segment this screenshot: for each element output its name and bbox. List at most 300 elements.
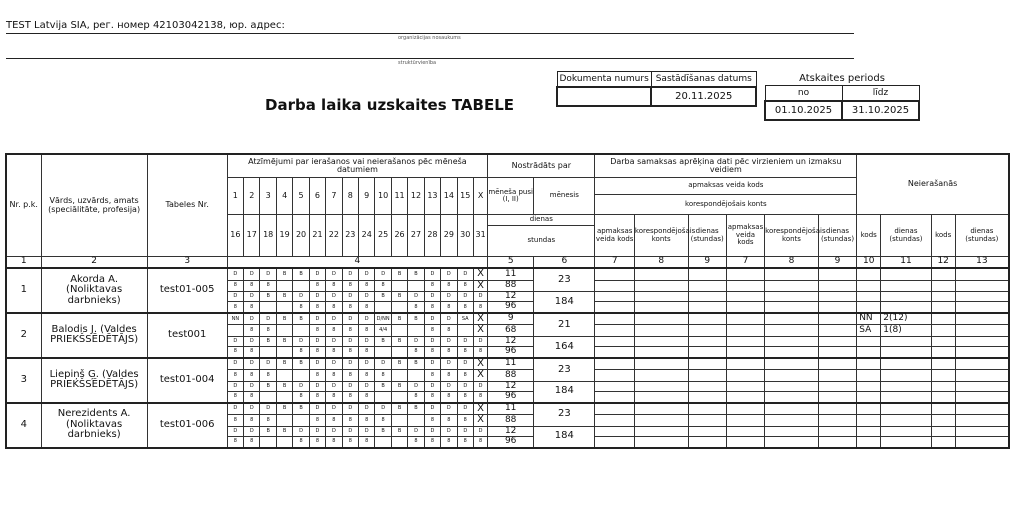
day-mark: 8 [326, 347, 342, 358]
day-mark: 8 [227, 370, 243, 382]
day-mark [408, 370, 424, 382]
absence-days-2 [955, 280, 1009, 292]
absence-days [881, 302, 931, 313]
absence-code [857, 292, 881, 302]
day-mark: 8 [375, 415, 391, 427]
header-abs-sub: kods [931, 215, 955, 257]
pay-cell [726, 325, 764, 337]
day-mark: 8 [293, 392, 309, 403]
day-mark: D [424, 381, 440, 391]
absence-code-2 [931, 313, 955, 325]
day-mark: D [441, 268, 457, 280]
absence-code-2 [931, 347, 955, 358]
doc-date-value[interactable]: 20.11.2025 [651, 87, 756, 106]
col-num: 3 [147, 257, 227, 269]
employee-name: Balodis J. (Valdes PRIEKŠSĒDĒTĀJS) [41, 313, 147, 358]
day-mark: 8 [441, 280, 457, 292]
day-mark: 8 [260, 370, 276, 382]
day-mark: 8 [359, 280, 375, 292]
col-num: 10 [857, 257, 881, 269]
header-pay-sub: apmaksas veida kods [726, 215, 764, 257]
day-mark: B [293, 313, 309, 325]
employee-tabnr: test01-005 [147, 268, 227, 313]
day-mark: 8 [457, 302, 473, 313]
pay-cell [634, 358, 688, 370]
day-mark: 8 [342, 437, 358, 448]
day-mark: D [227, 403, 243, 415]
period-to-value[interactable]: 31.10.2025 [842, 101, 919, 120]
day-mark: D [342, 403, 358, 415]
day-mark: D [441, 313, 457, 325]
organization-line [6, 33, 854, 34]
day-mark: 8 [244, 347, 260, 358]
day-mark [391, 370, 407, 382]
day-mark: 8 [342, 415, 358, 427]
day-mark: D [326, 292, 342, 302]
pay-cell [595, 415, 634, 427]
pay-cell [634, 292, 688, 302]
day-mark: 8 [457, 437, 473, 448]
pay-cell [688, 325, 726, 337]
day-mark: 8 [326, 325, 342, 337]
day-mark: D [457, 381, 473, 391]
pay-cell [765, 381, 819, 391]
absence-code [857, 437, 881, 448]
header-day: 6 [309, 178, 325, 215]
absence-days-2 [955, 325, 1009, 337]
day-mark: 8 [408, 302, 424, 313]
day-mark: D [326, 381, 342, 391]
absence-code-2 [931, 392, 955, 403]
header-pay-code: apmaksas veida kods [595, 178, 857, 195]
day-mark: D [326, 426, 342, 436]
day-mark: 8 [309, 325, 325, 337]
day-mark: D [309, 313, 325, 325]
absence-code [857, 392, 881, 403]
day-mark: 8 [244, 415, 260, 427]
day-mark: D [359, 358, 375, 370]
pay-cell [765, 370, 819, 382]
day-mark: 8 [359, 415, 375, 427]
header-corr: korespondējošais konts [595, 194, 857, 214]
day-mark: B [375, 336, 391, 346]
header-name: Vārds, uzvārds, amats (speciālitāte, profesija) [41, 154, 147, 257]
pay-cell [818, 280, 856, 292]
pay-cell [634, 370, 688, 382]
day-mark: 8 [441, 347, 457, 358]
day-mark: 8 [424, 302, 440, 313]
absence-code-2 [931, 381, 955, 391]
doc-number-label: Dokumenta numurs [557, 72, 651, 88]
day-mark: 8 [441, 370, 457, 382]
day-mark: D [342, 292, 358, 302]
day-mark: 8 [260, 415, 276, 427]
absence-days-2 [955, 370, 1009, 382]
day-mark: 8 [457, 370, 473, 382]
day-mark: 8 [309, 437, 325, 448]
day-mark: 8 [326, 392, 342, 403]
day-mark [260, 302, 276, 313]
pay-cell [688, 403, 726, 415]
day-mark: D [441, 426, 457, 436]
day-mark: D [293, 426, 309, 436]
day-mark: D [375, 403, 391, 415]
day-mark: D [424, 292, 440, 302]
pay-cell [634, 336, 688, 346]
absence-days [881, 358, 931, 370]
half1-days: 9 [488, 313, 534, 325]
col-num: 9 [818, 257, 856, 269]
day-mark: D [441, 403, 457, 415]
day-mark: D [473, 292, 487, 302]
day-mark: 8 [424, 415, 440, 427]
col-num: 13 [955, 257, 1009, 269]
pay-cell [595, 392, 634, 403]
day-mark: D [342, 268, 358, 280]
day-mark: D [473, 381, 487, 391]
pay-cell [688, 302, 726, 313]
col-num: 11 [881, 257, 931, 269]
header-pay-sub: korespondējošais konts [765, 215, 819, 257]
absence-code-2 [931, 437, 955, 448]
day-mark: D [309, 336, 325, 346]
pay-cell [634, 302, 688, 313]
day-mark: 8 [342, 325, 358, 337]
day-mark [391, 280, 407, 292]
day-mark: D [359, 403, 375, 415]
header-day: 19 [276, 215, 292, 257]
day-mark: D [309, 403, 325, 415]
header-tabnr: Tabeles Nr. [147, 154, 227, 257]
day-mark [227, 325, 243, 337]
half2-days: 12 [488, 381, 534, 391]
half1-hours: 88 [488, 370, 534, 382]
day-mark [293, 415, 309, 427]
col-num: 7 [595, 257, 634, 269]
day-mark: 8 [441, 302, 457, 313]
header-pay-sub: apmaksas veida kods [595, 215, 634, 257]
header-day: 24 [359, 215, 375, 257]
pay-cell [634, 347, 688, 358]
half1-hours: 88 [488, 415, 534, 427]
absence-code [857, 268, 881, 280]
header-day: 3 [260, 178, 276, 215]
day-mark: 8 [473, 437, 487, 448]
period-box [764, 71, 920, 121]
absence-code-2 [931, 280, 955, 292]
pay-cell [765, 336, 819, 346]
day-mark: 8 [441, 437, 457, 448]
organization-caption: organizācijas nosaukums [398, 35, 461, 41]
day-mark: D [260, 403, 276, 415]
document-box [556, 71, 757, 107]
day-mark: B [408, 268, 424, 280]
day-mark: 8 [359, 392, 375, 403]
header-day: 22 [326, 215, 342, 257]
day-mark: 8 [342, 370, 358, 382]
col-num: 8 [765, 257, 819, 269]
header-day: 28 [424, 215, 440, 257]
day-mark: 8 [408, 392, 424, 403]
day-mark: D [359, 336, 375, 346]
header-day: 17 [244, 215, 260, 257]
pay-cell [595, 426, 634, 436]
header-day: X [473, 178, 487, 215]
day-mark: B [375, 381, 391, 391]
table-row [6, 313, 1009, 325]
pay-cell [595, 358, 634, 370]
day-mark: D [227, 336, 243, 346]
day-mark: NN [227, 313, 243, 325]
day-mark: B [408, 403, 424, 415]
pay-cell [765, 302, 819, 313]
day-mark: D [424, 336, 440, 346]
pay-cell [688, 381, 726, 391]
day-mark [276, 415, 292, 427]
day-mark: D [408, 336, 424, 346]
absence-days [881, 268, 931, 280]
day-mark: D [244, 403, 260, 415]
day-mark: D [309, 381, 325, 391]
half1-days: 11 [488, 403, 534, 415]
day-mark [276, 392, 292, 403]
pay-cell [688, 280, 726, 292]
pay-cell [726, 268, 764, 280]
header-day: 8 [342, 178, 358, 215]
day-mark: D [424, 426, 440, 436]
absence-code [857, 403, 881, 415]
pay-cell [634, 437, 688, 448]
day-mark: 8 [457, 392, 473, 403]
pay-cell [634, 415, 688, 427]
day-mark: 8 [326, 437, 342, 448]
pay-cell [595, 336, 634, 346]
day-mark: 8 [244, 302, 260, 313]
pay-cell [818, 292, 856, 302]
day-mark [293, 280, 309, 292]
day-mark: 8 [441, 392, 457, 403]
absence-days-2 [955, 437, 1009, 448]
half2-hours: 96 [488, 392, 534, 403]
header-hours: stundas [488, 226, 595, 257]
day-mark: 8 [375, 370, 391, 382]
month-days: 23 [534, 358, 595, 382]
table-row [6, 403, 1009, 415]
header-abs-sub: dienas (stundas) [881, 215, 931, 257]
pay-cell [688, 392, 726, 403]
organization-name: TEST Latvija SIA, рег. номер 42103042138, юр. адрес: [6, 20, 285, 31]
header-day: 7 [326, 178, 342, 215]
day-mark: SA [457, 313, 473, 325]
month-days: 21 [534, 313, 595, 337]
doc-number-value[interactable] [557, 87, 651, 106]
day-mark: 8 [326, 370, 342, 382]
absence-code-2 [931, 336, 955, 346]
day-mark: 8 [457, 415, 473, 427]
day-mark: D [457, 292, 473, 302]
pay-cell [688, 426, 726, 436]
employee-name: Nerezidents A. (Noliktavas darbnieks) [41, 403, 147, 448]
day-mark: D [309, 426, 325, 436]
day-mark: B [375, 426, 391, 436]
day-mark [276, 302, 292, 313]
day-mark: B [391, 381, 407, 391]
header-day: 16 [227, 215, 243, 257]
half2-hours: 96 [488, 437, 534, 448]
header-day: 23 [342, 215, 358, 257]
pay-cell [726, 381, 764, 391]
pay-cell [818, 392, 856, 403]
day-mark: D [293, 381, 309, 391]
header-day: 12 [408, 178, 424, 215]
day-mark [391, 415, 407, 427]
day-mark: B [260, 292, 276, 302]
pay-cell [595, 437, 634, 448]
day-mark: 8 [309, 392, 325, 403]
header-pay-sub: korespondējošais konts [634, 215, 688, 257]
day-mark: D [473, 426, 487, 436]
absence-code [857, 426, 881, 436]
employee-nr: 1 [6, 268, 41, 313]
day-mark: D [260, 268, 276, 280]
day-mark [276, 370, 292, 382]
day-mark: 8 [359, 325, 375, 337]
header-day: 10 [375, 178, 391, 215]
day-mark: D [326, 313, 342, 325]
absence-days-2 [955, 392, 1009, 403]
day-mark: B [391, 313, 407, 325]
absence-days-2 [955, 415, 1009, 427]
day-mark: 8 [342, 280, 358, 292]
pay-cell [765, 426, 819, 436]
day-mark: 8 [424, 280, 440, 292]
pay-cell [726, 292, 764, 302]
pay-cell [818, 268, 856, 280]
day-mark [408, 415, 424, 427]
day-mark [457, 325, 473, 337]
month-days: 23 [534, 268, 595, 292]
day-mark: 8 [309, 370, 325, 382]
pay-cell [595, 325, 634, 337]
pay-cell [765, 392, 819, 403]
pay-cell [634, 313, 688, 325]
day-mark: D [326, 358, 342, 370]
day-mark: D [359, 292, 375, 302]
header-half: mēneša pusi (I, II) [488, 178, 534, 215]
pay-cell [726, 437, 764, 448]
pay-cell [688, 415, 726, 427]
day-mark: D [424, 358, 440, 370]
day-mark: D [441, 292, 457, 302]
day-mark: 8 [227, 302, 243, 313]
day-mark: X [473, 415, 487, 427]
absence-code-2 [931, 358, 955, 370]
day-mark [391, 325, 407, 337]
day-mark: B [276, 426, 292, 436]
day-mark [293, 325, 309, 337]
month-days: 23 [534, 403, 595, 427]
pay-cell [765, 347, 819, 358]
employee-tabnr: test001 [147, 313, 227, 358]
pay-cell [818, 336, 856, 346]
day-mark: D [227, 381, 243, 391]
page-title: Darba laika uzskaites TABELE [265, 96, 515, 114]
day-mark: B [408, 313, 424, 325]
half2-hours: 96 [488, 302, 534, 313]
day-mark: 8 [342, 392, 358, 403]
absence-days: 2(12) [881, 313, 931, 325]
header-day: 11 [391, 178, 407, 215]
header-day: 1 [227, 178, 243, 215]
pay-cell [595, 268, 634, 280]
day-mark: D [326, 403, 342, 415]
day-mark: 8 [473, 347, 487, 358]
day-mark: D [326, 268, 342, 280]
day-mark: B [276, 381, 292, 391]
pay-cell [595, 292, 634, 302]
month-hours: 184 [534, 292, 595, 313]
day-mark [276, 280, 292, 292]
day-mark [293, 370, 309, 382]
day-mark [260, 347, 276, 358]
absence-days [881, 280, 931, 292]
col-num: 8 [634, 257, 688, 269]
day-mark: D [227, 292, 243, 302]
pay-cell [634, 392, 688, 403]
pay-cell [634, 403, 688, 415]
day-mark: D [359, 313, 375, 325]
absence-days-2 [955, 358, 1009, 370]
header-day: 27 [408, 215, 424, 257]
absence-code-2 [931, 403, 955, 415]
col-num: 6 [534, 257, 595, 269]
period-from-value[interactable]: 01.10.2025 [765, 101, 842, 120]
day-mark: B [391, 426, 407, 436]
day-mark: X [473, 370, 487, 382]
day-mark: 8 [457, 347, 473, 358]
day-mark: D [244, 358, 260, 370]
header-day: 29 [441, 215, 457, 257]
day-mark [276, 437, 292, 448]
pay-cell [688, 370, 726, 382]
day-mark: 8 [359, 302, 375, 313]
day-mark: 8 [473, 392, 487, 403]
day-mark: 4/4 [375, 325, 391, 337]
pay-cell [726, 280, 764, 292]
header-day: 20 [293, 215, 309, 257]
pay-cell [726, 313, 764, 325]
day-mark: 8 [424, 325, 440, 337]
absence-days-2 [955, 336, 1009, 346]
day-mark: X [473, 280, 487, 292]
employee-tabnr: test01-006 [147, 403, 227, 448]
absence-days-2 [955, 381, 1009, 391]
absence-code-2 [931, 268, 955, 280]
day-mark [375, 302, 391, 313]
col-num: 4 [227, 257, 488, 269]
day-mark: 8 [293, 437, 309, 448]
pay-cell [818, 358, 856, 370]
day-mark: 8 [457, 280, 473, 292]
day-mark: D [408, 381, 424, 391]
pay-cell [765, 358, 819, 370]
absence-code-2 [931, 415, 955, 427]
day-mark: X [473, 403, 487, 415]
day-mark: D [244, 426, 260, 436]
day-mark: B [276, 358, 292, 370]
day-mark [375, 347, 391, 358]
day-mark: D/NN [375, 313, 391, 325]
